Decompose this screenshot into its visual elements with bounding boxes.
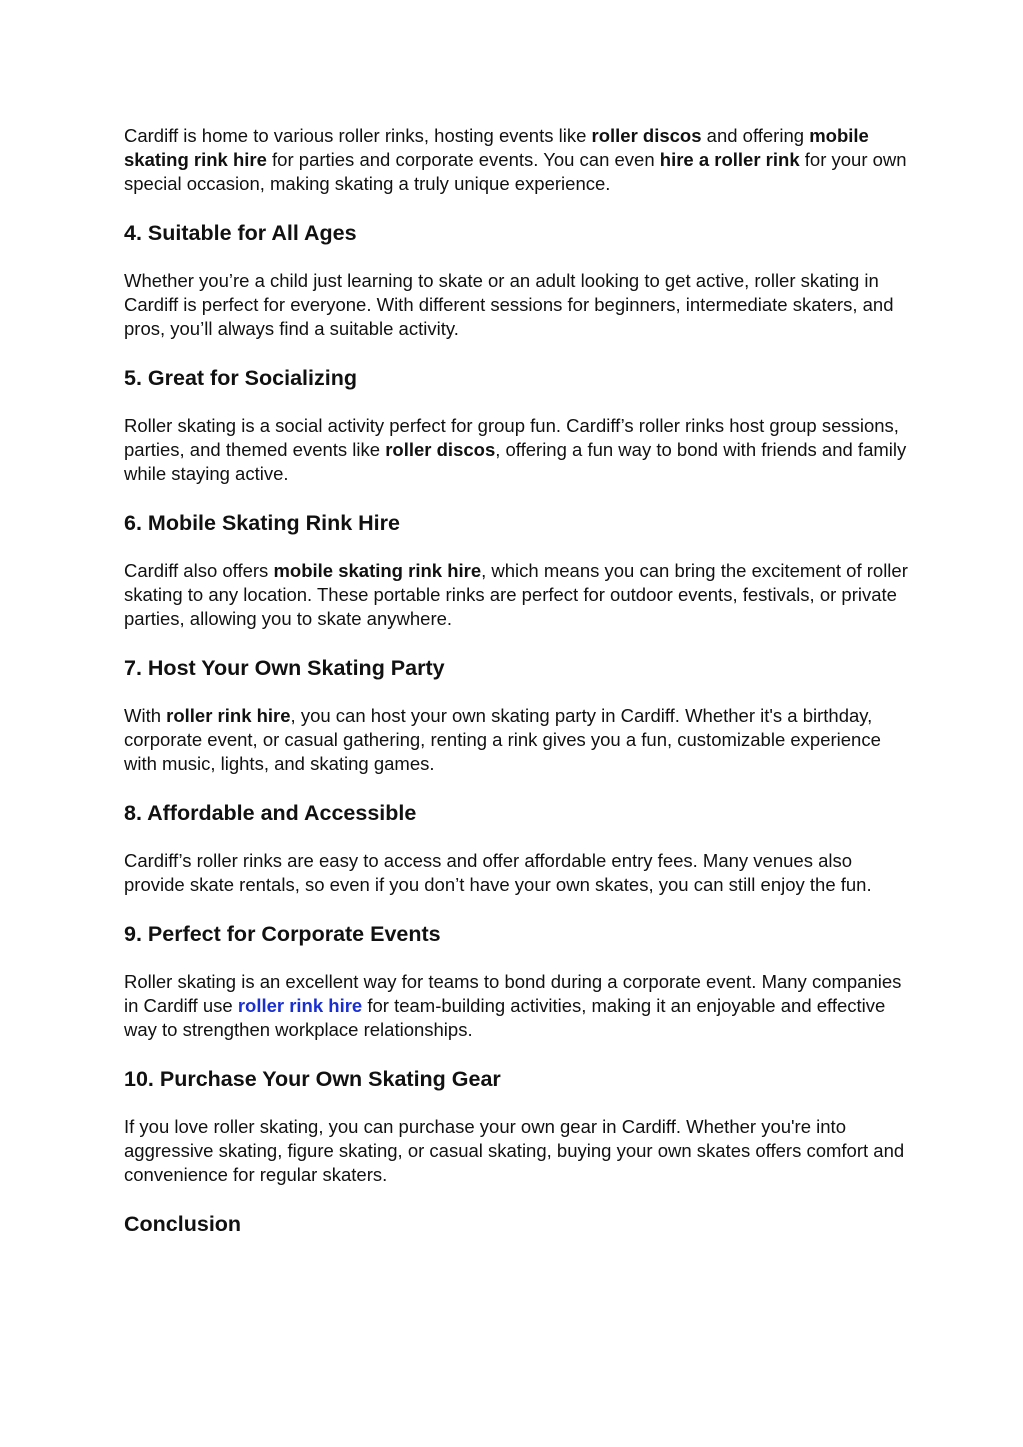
party-bold-roller-rink-hire: roller rink hire	[166, 705, 291, 726]
socializing-text-2: , offering a fun way to bond with friends and family while staying active.	[124, 439, 907, 484]
mobile-rink-text-2: , which means you can bring the excitement of roller skating to any location. These portable rinks are perfect for outdoor events, festivals, or private parties, allowing you to skate anywhere.	[124, 560, 908, 629]
heading-great-for-socializing: 5. Great for Socializing	[124, 366, 357, 390]
intro-text-2: and offering	[701, 125, 810, 146]
intro-bold-mobile-rink-hire: mobile skating rink hire	[124, 125, 869, 170]
paragraph-great-for-socializing	[124, 414, 914, 486]
roller-rink-hire-link[interactable]: roller rink hire	[237, 995, 363, 1016]
heading-mobile-skating-rink-hire: 6. Mobile Skating Rink Hire	[124, 511, 400, 535]
document-page	[124, 124, 914, 1237]
paragraph-host-your-own-skating-party	[124, 704, 914, 776]
intro-text-4: for your own special occasion, making skating a truly unique experience.	[124, 149, 907, 194]
paragraph-mobile-skating-rink-hire	[124, 559, 914, 631]
corporate-text-2: for team-building activities, making it an enjoyable and effective way to strengthen workplace relationships.	[124, 995, 886, 1040]
intro-bold-roller-discos: roller discos	[591, 125, 702, 146]
party-text-1: With	[124, 705, 167, 726]
party-text-2: , you can host your own skating party in Cardiff. Whether it's a birthday, corporate event, or casual gathering, renting a rink gives you a fun, customizable experience with music, lights, and skating games.	[124, 705, 881, 774]
socializing-text-1: Roller skating is a social activity perfect for group fun. Cardiff’s roller rinks host group sessions, parties, and themed events like	[124, 415, 899, 460]
intro-bold-hire-a-roller-rink: hire a roller rink	[659, 149, 800, 170]
paragraph-suitable-for-all-ages: Whether you’re a child just learning to skate or an adult looking to get active, roller skating in Cardiff is perfect for everyone. With different sessions for beginners, intermediate skaters, and pros, you’ll always find a suitable activity.	[124, 270, 894, 339]
heading-host-your-own-skating-party: 7. Host Your Own Skating Party	[124, 656, 445, 680]
heading-purchase-your-own-skating-gear: 10. Purchase Your Own Skating Gear	[124, 1067, 501, 1091]
socializing-bold-roller-discos: roller discos	[385, 439, 496, 460]
corporate-text-1: Roller skating is an excellent way for teams to bond during a corporate event. Many companies in Cardiff use	[124, 971, 902, 1016]
mobile-rink-text-1: Cardiff also offers	[124, 560, 274, 581]
intro-paragraph	[124, 124, 914, 196]
paragraph-perfect-for-corporate-events	[124, 970, 914, 1042]
heading-suitable-for-all-ages: 4. Suitable for All Ages	[124, 221, 357, 245]
heading-affordable-and-accessible: 8. Affordable and Accessible	[124, 801, 417, 825]
paragraph-purchase-your-own-skating-gear: If you love roller skating, you can purchase your own gear in Cardiff. Whether you're into aggressive skating, figure skating, or casual skating, buying your own skates offers comfort and convenience for regular skaters.	[124, 1116, 905, 1185]
heading-conclusion: Conclusion	[124, 1212, 242, 1236]
intro-text-1: Cardiff is home to various roller rinks, hosting events like	[124, 125, 592, 146]
mobile-rink-bold: mobile skating rink hire	[273, 560, 482, 581]
paragraph-affordable-and-accessible: Cardiff’s roller rinks are easy to access and offer affordable entry fees. Many venues also provide skate rentals, so even if you don’t have your own skates, you can still enjoy the fun.	[124, 850, 872, 895]
heading-perfect-for-corporate-events: 9. Perfect for Corporate Events	[124, 922, 441, 946]
intro-text-3: for parties and corporate events. You can even	[266, 149, 660, 170]
